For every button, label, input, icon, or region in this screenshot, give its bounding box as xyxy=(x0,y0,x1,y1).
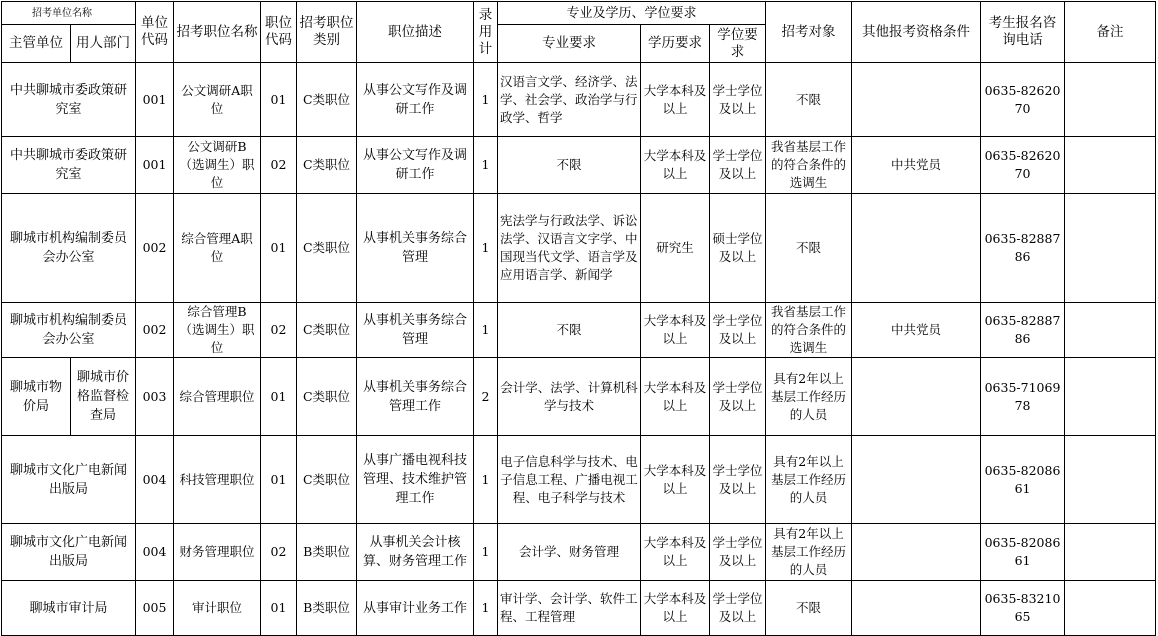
cell-category: B类职位 xyxy=(297,524,357,581)
cell-unit-code: 001 xyxy=(136,63,174,137)
cell-description: 从事机关事务综合管理 xyxy=(357,303,474,358)
header-main-unit: 主管单位 xyxy=(2,25,71,63)
table-header xyxy=(2,2,1156,63)
cell-unit-code: 002 xyxy=(136,303,174,358)
cell-category: C类职位 xyxy=(297,358,357,436)
cell-employer: 聊城市价格监督检查局 xyxy=(71,358,136,436)
cell-category: C类职位 xyxy=(297,303,357,358)
cell-degree: 学士学位及以上 xyxy=(710,358,766,436)
header-unit-group: 招考单位名称 xyxy=(2,2,136,25)
cell-main-unit: 聊城市物价局 xyxy=(2,358,71,436)
cell-position-code: 01 xyxy=(261,581,297,636)
cell-major: 电子信息科学与技术、电子信息工程、广播电视工程、电子科学与技术 xyxy=(498,436,641,524)
cell-count: 1 xyxy=(474,436,498,524)
cell-remarks xyxy=(1065,137,1156,194)
cell-position-name: 审计职位 xyxy=(174,581,261,636)
cell-degree: 硕士学位及以上 xyxy=(710,194,766,303)
cell-remarks xyxy=(1065,436,1156,524)
cell-main-unit: 聊城市文化广电新闻出版局 xyxy=(2,436,136,524)
cell-education: 研究生 xyxy=(641,194,710,303)
cell-other xyxy=(852,436,981,524)
cell-degree: 学士学位及以上 xyxy=(710,137,766,194)
cell-degree: 学士学位及以上 xyxy=(710,436,766,524)
table-row xyxy=(2,524,1156,581)
header-major-req: 专业要求 xyxy=(498,25,641,63)
header-position-name: 招考职位名称 xyxy=(174,2,261,63)
cell-count: 1 xyxy=(474,194,498,303)
table-row xyxy=(2,303,1156,358)
cell-position-code: 02 xyxy=(261,303,297,358)
cell-target: 我省基层工作的符合条件的选调生 xyxy=(766,303,852,358)
header-education: 学历要求 xyxy=(641,25,710,63)
cell-education: 大学本科及以上 xyxy=(641,137,710,194)
cell-degree: 学士学位及以上 xyxy=(710,581,766,636)
cell-main-unit: 中共聊城市委政策研究室 xyxy=(2,137,136,194)
cell-category: C类职位 xyxy=(297,137,357,194)
cell-unit-code: 003 xyxy=(136,358,174,436)
cell-count: 1 xyxy=(474,137,498,194)
cell-main-unit: 聊城市文化广电新闻出版局 xyxy=(2,524,136,581)
header-target: 招考对象 xyxy=(766,2,852,63)
cell-main-unit: 聊城市机构编制委员会办公室 xyxy=(2,303,136,358)
cell-target: 我省基层工作的符合条件的选调生 xyxy=(766,137,852,194)
cell-position-code: 01 xyxy=(261,436,297,524)
cell-position-name: 科技管理职位 xyxy=(174,436,261,524)
cell-other xyxy=(852,63,981,137)
cell-remarks xyxy=(1065,581,1156,636)
cell-remarks xyxy=(1065,63,1156,137)
cell-remarks xyxy=(1065,358,1156,436)
recruitment-table xyxy=(1,1,1156,636)
cell-target: 具有2年以上基层工作经历的人员 xyxy=(766,436,852,524)
header-description: 职位描述 xyxy=(357,2,474,63)
header-employer: 用人部门 xyxy=(71,25,136,63)
cell-major: 汉语言文学、经济学、法学、社会学、政治学与行政学、哲学 xyxy=(498,63,641,137)
cell-position-name: 公文调研B（选调生）职位 xyxy=(174,137,261,194)
table-body xyxy=(2,63,1156,636)
cell-major: 会计学、法学、计算机科学与技术 xyxy=(498,358,641,436)
cell-unit-code: 002 xyxy=(136,194,174,303)
cell-position-code: 01 xyxy=(261,194,297,303)
cell-description: 从事机关会计核算、财务管理工作 xyxy=(357,524,474,581)
cell-major: 宪法学与行政法学、诉讼法学、汉语言文字学、中国现当代文学、语言学及应用语言学、新闻学 xyxy=(498,194,641,303)
table-row xyxy=(2,581,1156,636)
cell-other xyxy=(852,194,981,303)
header-hire-count: 录用计 xyxy=(474,2,498,63)
cell-description: 从事公文写作及调研工作 xyxy=(357,63,474,137)
cell-phone: 0635-7106978 xyxy=(981,358,1065,436)
cell-target: 不限 xyxy=(766,63,852,137)
cell-degree: 学士学位及以上 xyxy=(710,303,766,358)
cell-unit-code: 005 xyxy=(136,581,174,636)
cell-description: 从事审计业务工作 xyxy=(357,581,474,636)
cell-description: 从事机关事务综合管理工作 xyxy=(357,358,474,436)
cell-position-name: 财务管理职位 xyxy=(174,524,261,581)
cell-education: 大学本科及以上 xyxy=(641,303,710,358)
cell-unit-code: 001 xyxy=(136,137,174,194)
header-other-conditions: 其他报考资格条件 xyxy=(852,2,981,63)
cell-education: 大学本科及以上 xyxy=(641,63,710,137)
cell-target: 不限 xyxy=(766,194,852,303)
cell-remarks xyxy=(1065,194,1156,303)
cell-phone: 0635-8288786 xyxy=(981,303,1065,358)
header-position-code: 职位代码 xyxy=(261,2,297,63)
cell-unit-code: 004 xyxy=(136,524,174,581)
cell-position-name: 综合管理A职位 xyxy=(174,194,261,303)
cell-remarks xyxy=(1065,303,1156,358)
header-degree: 学位要求 xyxy=(710,25,766,63)
table-row xyxy=(2,194,1156,303)
cell-phone: 0635-8208661 xyxy=(981,524,1065,581)
cell-count: 1 xyxy=(474,63,498,137)
header-edu-group: 专业及学历、学位要求 xyxy=(498,2,766,25)
cell-position-code: 02 xyxy=(261,137,297,194)
cell-category: B类职位 xyxy=(297,581,357,636)
cell-position-code: 01 xyxy=(261,358,297,436)
cell-count: 1 xyxy=(474,303,498,358)
cell-major: 不限 xyxy=(498,303,641,358)
table-row xyxy=(2,358,1156,436)
cell-major: 会计学、财务管理 xyxy=(498,524,641,581)
cell-education: 大学本科及以上 xyxy=(641,436,710,524)
cell-education: 大学本科及以上 xyxy=(641,358,710,436)
table-row xyxy=(2,436,1156,524)
cell-position-name: 公文调研A职位 xyxy=(174,63,261,137)
cell-position-code: 02 xyxy=(261,524,297,581)
cell-main-unit: 聊城市机构编制委员会办公室 xyxy=(2,194,136,303)
header-phone: 考生报名咨询电话 xyxy=(981,2,1065,63)
header-remarks: 备注 xyxy=(1065,2,1156,63)
cell-degree: 学士学位及以上 xyxy=(710,63,766,137)
cell-position-name: 综合管理职位 xyxy=(174,358,261,436)
cell-phone: 0635-8288786 xyxy=(981,194,1065,303)
cell-remarks xyxy=(1065,524,1156,581)
cell-count: 2 xyxy=(474,358,498,436)
header-position-category: 招考职位类别 xyxy=(297,2,357,63)
cell-other: 中共党员 xyxy=(852,303,981,358)
table-row xyxy=(2,137,1156,194)
cell-education: 大学本科及以上 xyxy=(641,524,710,581)
cell-phone: 0635-8208661 xyxy=(981,436,1065,524)
cell-degree: 学士学位及以上 xyxy=(710,524,766,581)
cell-other xyxy=(852,581,981,636)
cell-count: 1 xyxy=(474,581,498,636)
cell-education: 大学本科及以上 xyxy=(641,581,710,636)
cell-phone: 0635-8262070 xyxy=(981,63,1065,137)
cell-main-unit: 中共聊城市委政策研究室 xyxy=(2,63,136,137)
cell-target: 具有2年以上基层工作经历的人员 xyxy=(766,524,852,581)
cell-category: C类职位 xyxy=(297,436,357,524)
cell-category: C类职位 xyxy=(297,194,357,303)
cell-major: 不限 xyxy=(498,137,641,194)
cell-description: 从事广播电视科技管理、技术维护管理工作 xyxy=(357,436,474,524)
cell-position-code: 01 xyxy=(261,63,297,137)
table-row xyxy=(2,63,1156,137)
cell-target: 不限 xyxy=(766,581,852,636)
header-unit-code: 单位代码 xyxy=(136,2,174,63)
cell-description: 从事机关事务综合管理 xyxy=(357,194,474,303)
cell-other: 中共党员 xyxy=(852,137,981,194)
cell-count: 1 xyxy=(474,524,498,581)
cell-target: 具有2年以上基层工作经历的人员 xyxy=(766,358,852,436)
cell-description: 从事公文写作及调研工作 xyxy=(357,137,474,194)
cell-position-name: 综合管理B（选调生）职位 xyxy=(174,303,261,358)
cell-phone: 0635-8262070 xyxy=(981,137,1065,194)
cell-other xyxy=(852,358,981,436)
cell-main-unit: 聊城市审计局 xyxy=(2,581,136,636)
cell-major: 审计学、会计学、软件工程、工程管理 xyxy=(498,581,641,636)
cell-unit-code: 004 xyxy=(136,436,174,524)
cell-other xyxy=(852,524,981,581)
cell-category: C类职位 xyxy=(297,63,357,137)
cell-phone: 0635-8321065 xyxy=(981,581,1065,636)
